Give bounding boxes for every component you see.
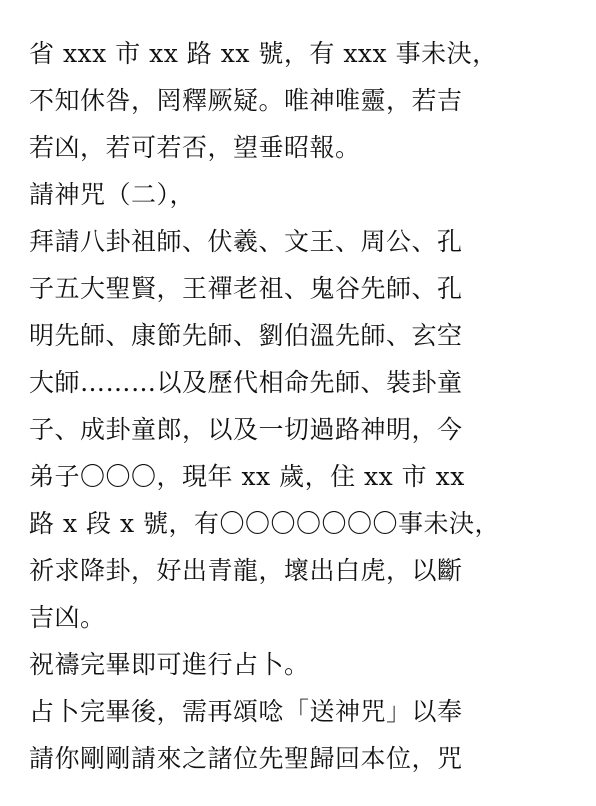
text-line: 不知休咎，罔釋厥疑。唯神唯靈，若吉 bbox=[29, 86, 463, 115]
text-line: 請你剛剛請來之諸位先聖歸回本位，咒 bbox=[29, 744, 463, 773]
text-line: 子五大聖賢，王禪老祖、鬼谷先師、孔 bbox=[29, 274, 463, 303]
text-line: 路 x 段 x 號，有〇〇〇〇〇〇〇事未決， bbox=[29, 509, 500, 538]
text-line: 祈求降卦，好出青龍，壞出白虎，以斷 bbox=[29, 556, 463, 585]
text-line: 吉凶。 bbox=[29, 603, 106, 632]
text-line: 祝禱完畢即可進行占卜。 bbox=[29, 650, 310, 679]
text-line: 拜請八卦祖師、伏羲、文王、周公、孔 bbox=[29, 227, 463, 256]
text-line: 明先師、康節先師、劉伯溫先師、玄空 bbox=[29, 321, 463, 350]
text-line: 占卜完畢後，需再頌唸「送神咒」以奉 bbox=[29, 697, 463, 726]
text-line: 大師………以及歷代相命先師、裝卦童 bbox=[29, 368, 463, 397]
text-line: 弟子〇〇〇，現年 xx 歲，住 xx 市 xx bbox=[29, 462, 465, 491]
text-line: 若凶，若可若否，望垂昭報。 bbox=[29, 133, 361, 162]
text-line: 子、成卦童郎，以及一切過路神明，今 bbox=[29, 415, 463, 444]
section-heading: 請神咒（二）， bbox=[29, 180, 196, 209]
document-body bbox=[29, 30, 549, 782]
text-line: 省 xxx 市 xx 路 xx 號，有 xxx 事未決， bbox=[29, 39, 498, 68]
